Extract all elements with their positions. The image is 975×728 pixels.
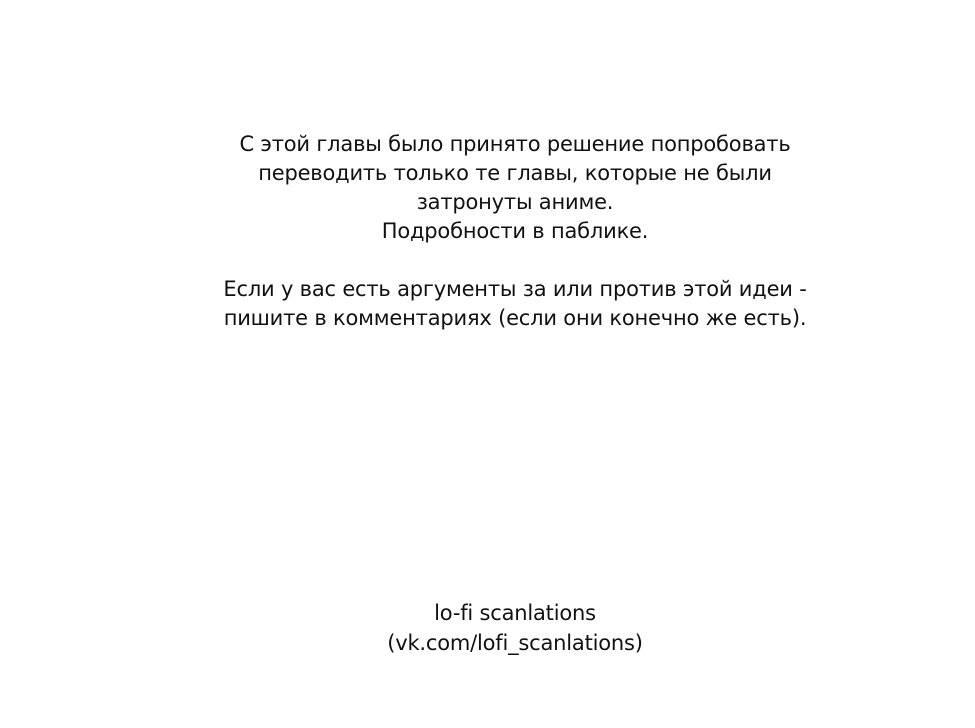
notice-line: пишите в комментариях (если они конечно же есть).	[223, 306, 807, 330]
scanlation-credits	[0, 598, 975, 658]
notice-line: Если у вас есть аргументы за или против этой идеи -	[223, 277, 807, 301]
group-name: lo-fi scanlations	[434, 601, 596, 625]
notice-line: С этой главы было принято решение попробовать	[239, 132, 791, 156]
announcement-notice	[0, 130, 975, 333]
notice-line: затронуты аниме.	[416, 190, 614, 214]
notice-line: переводить только те главы, которые не были	[258, 161, 772, 185]
group-link: (vk.com/lofi_scanlations)	[387, 631, 643, 655]
notice-line: Подробности в паблике.	[381, 219, 649, 243]
paragraph-spacer	[0, 246, 975, 275]
